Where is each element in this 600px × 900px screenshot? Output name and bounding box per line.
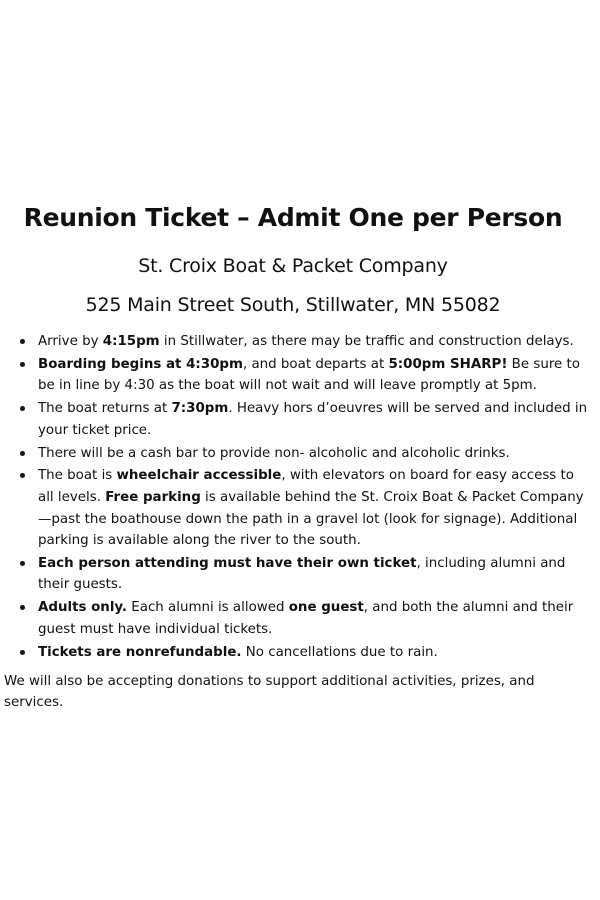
list-item-cash-bar: [38, 443, 590, 465]
ticket-details-list: [0, 331, 590, 664]
item-emphasis: Tickets are nonrefundable.: [38, 644, 242, 660]
item-emphasis: 5:00pm SHARP!: [388, 356, 508, 372]
donations-note: We will also be accepting donations to support additional activities, prizes, and services.: [4, 674, 535, 710]
item-text: The boat returns at: [38, 401, 172, 417]
item-emphasis: wheelchair accessible: [116, 468, 282, 484]
list-item-adults-only: [38, 597, 590, 640]
item-emphasis: 7:30pm: [171, 401, 229, 417]
item-text: , with elevators on board for easy access to all levels.: [38, 468, 574, 505]
item-text: No cancellations due to rain.: [241, 644, 438, 660]
company-name: St. Croix Boat & Packet Company: [138, 255, 448, 277]
list-item-accessibility-parking: [38, 465, 590, 551]
item-text: , and boat departs at: [242, 356, 389, 372]
list-item-boarding: [38, 354, 590, 397]
company-address: 525 Main Street South, Stillwater, MN 55082: [85, 294, 501, 316]
list-item-return: [38, 398, 590, 441]
item-text: , and both the alumni and their guest must have individual tickets.: [38, 600, 574, 637]
item-text: There will be a cash bar to provide non- alcoholic and alcoholic drinks.: [38, 445, 510, 461]
item-emphasis: one guest: [288, 600, 364, 616]
item-text: The boat is: [38, 468, 117, 484]
item-emphasis: Boarding begins at 4:30pm: [38, 356, 243, 372]
item-text: , including alumni and their guests.: [38, 555, 566, 593]
item-text: Each alumni is allowed: [127, 600, 289, 616]
item-emphasis: Adults only.: [38, 600, 128, 616]
list-item-own-ticket: [38, 553, 590, 596]
item-text: Arrive by: [38, 334, 103, 349]
item-emphasis: Free parking: [105, 489, 201, 505]
item-emphasis: Each person attending must have their own ticket: [38, 555, 417, 571]
ticket-title: Reunion Ticket – Admit One per Person: [23, 203, 563, 232]
item-text: in Stillwater, as there may be traffic and construction delays.: [159, 334, 574, 349]
item-text: is available behind the St. Croix Boat & Packet Company—past the boathouse down the path in a gravel lot (look for signage). Additional parking is available along the river to the south.: [38, 489, 584, 549]
item-text: Be sure to be in line by 4:30 as the boat will not wait and will leave promptly at 5pm.: [38, 356, 580, 394]
list-item-nonrefundable: [38, 642, 590, 664]
item-emphasis: 4:15pm: [102, 334, 160, 349]
item-text: . Heavy hors d’oeuvres will be served and included in your ticket price.: [38, 401, 588, 438]
list-item-arrival: [38, 331, 590, 353]
